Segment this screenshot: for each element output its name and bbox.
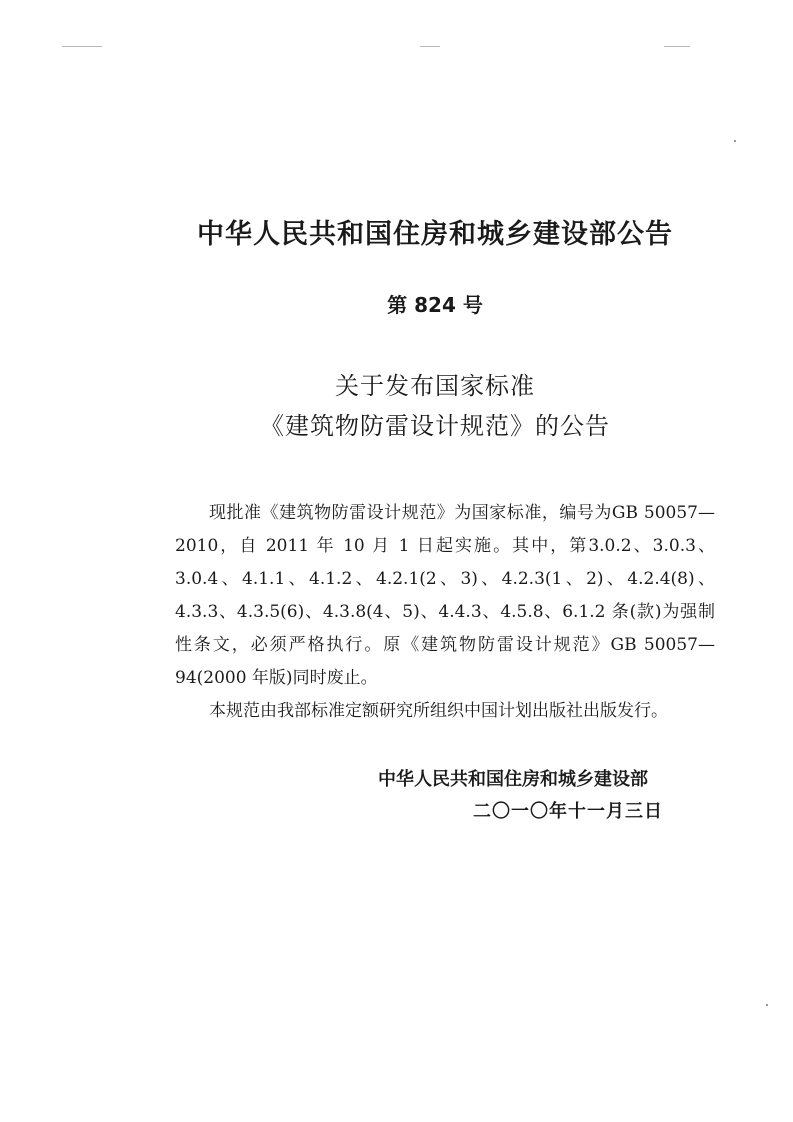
scan-artifact: [62, 46, 102, 47]
scan-artifact: [766, 1004, 768, 1006]
publication-paragraph: 本规范由我部标准定额研究所组织中国计划出版社出版发行。: [209, 701, 668, 721]
scan-artifact: [734, 140, 736, 142]
scan-artifact: [664, 46, 690, 47]
signature-date: 二〇一〇年十一月三日: [473, 801, 663, 822]
scan-artifact: [420, 46, 440, 47]
ministry-title: 中华人民共和国住房和城乡建设部公告: [197, 219, 673, 250]
signature-organization: 中华人民共和国住房和城乡建设部: [378, 769, 648, 790]
announcement-body: [175, 497, 715, 728]
notice-number: 第 824 号: [387, 293, 483, 317]
approval-paragraph: 现批准《建筑物防雷设计规范》为国家标准，编号为GB 50057—2010，自 2011 年 10 月 1 日起实施。其中，第3.0.2、3.0.3、3.0.4、4.1.1、4.1.2、4.2.1(2、3)、4.2.3(1、2)、4.2.4(8)、4.3.3、4.3.5(6)、4.3.8(4、5)、4.4.3、4.5.8、6.1.2 条(款)为强制性条文，必须严格执行。原《建筑物防雷设计规范》GB 50057—94(2000 年版)同时废止。: [175, 503, 715, 688]
announcement-subtitle-line-2: 《建筑物防雷设计规范》的公告: [260, 412, 610, 440]
announcement-subtitle-line-1: 关于发布国家标准: [335, 372, 535, 400]
